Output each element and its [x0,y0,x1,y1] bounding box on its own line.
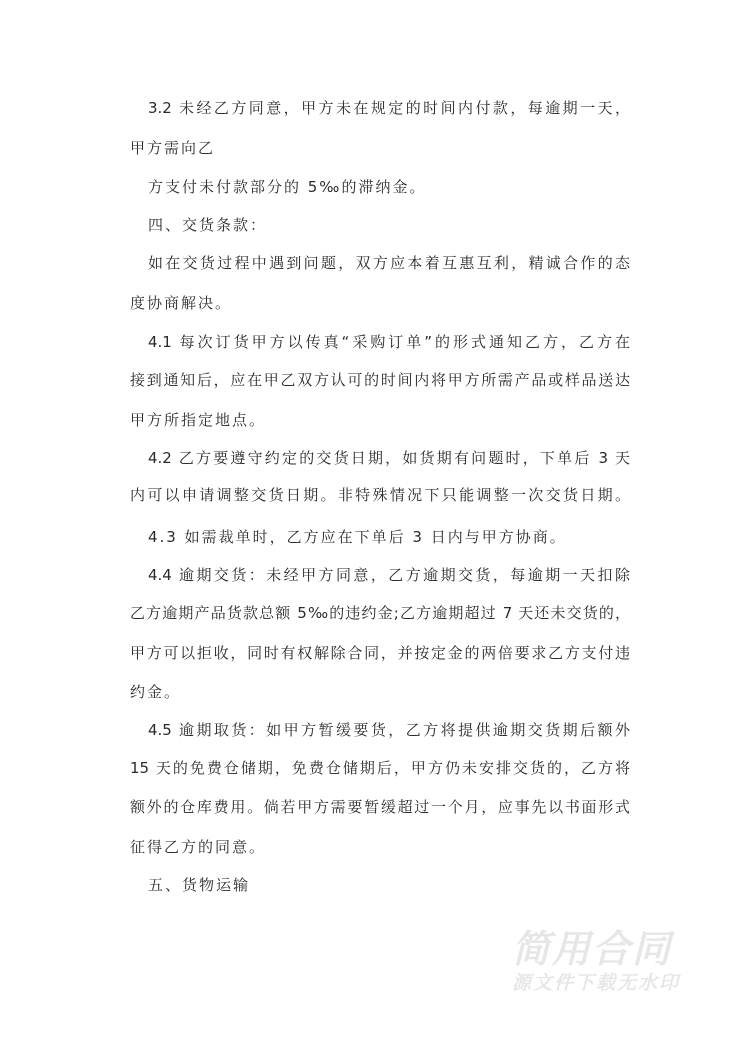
watermark-tagline: 源文件下载无水印 [512,972,681,994]
text-line: 如在交货过程中遇到问题，双方应本着互惠互利，精诚合作的态 [148,254,630,272]
section-heading: 四、交货条款： [148,216,268,234]
text-line: 4.2 乙方要遵守约定的交货日期，如货期有问题时，下单后 3 天 [148,449,630,467]
text-line: 3.2 未经乙方同意，甲方未在规定的时间内付款，每逾期一天， [148,99,630,117]
text-line: 额外的仓库费用。倘若甲方需要暂缓超过一个月，应事先以书面形式 [130,798,630,816]
text-line: 4.1 每次订货甲方以传真“采购订单”的形式通知乙方，乙方在 [148,333,630,351]
text-line: 乙方逾期产品货款总额 5‰的违约金;乙方逾期超过 7 天还未交货的， [130,604,630,622]
text-line: 4.3 如需裁单时，乙方应在下单后 3 日内与甲方协商。 [148,528,567,546]
text-line: 甲方可以拒收，同时有权解除合同，并按定金的两倍要求乙方支付违 [130,644,630,662]
text-line: 约金。 [130,683,182,701]
text-line: 度协商解决。 [130,294,233,312]
watermark-brand: 简用合同 [512,927,673,971]
text-line: 接到通知后，应在甲乙双方认可的时间内将甲方所需产品或样品送达 [130,371,630,389]
section-heading: 五、货物运输 [148,876,251,894]
text-line: 4.5 逾期取货：如甲方暂缓要货，乙方将提供逾期交货期后额外 [148,721,630,739]
text-line: 4.4 逾期交货：未经甲方同意，乙方逾期交货，每逾期一天扣除 [148,566,630,584]
text-line: 甲方需向乙 [130,139,216,157]
text-line: 内可以申请调整交货日期。非特殊情况下只能调整一次交货日期。 [130,486,630,504]
text-line: 征得乙方的同意。 [130,838,267,856]
text-line: 方支付未付款部分的 5‰的滞纳金。 [148,178,427,196]
text-line: 甲方所指定地点。 [130,411,267,429]
text-line: 15 天的免费仓储期，免费仓储期后，甲方仍未安排交货的，乙方将 [130,759,630,777]
